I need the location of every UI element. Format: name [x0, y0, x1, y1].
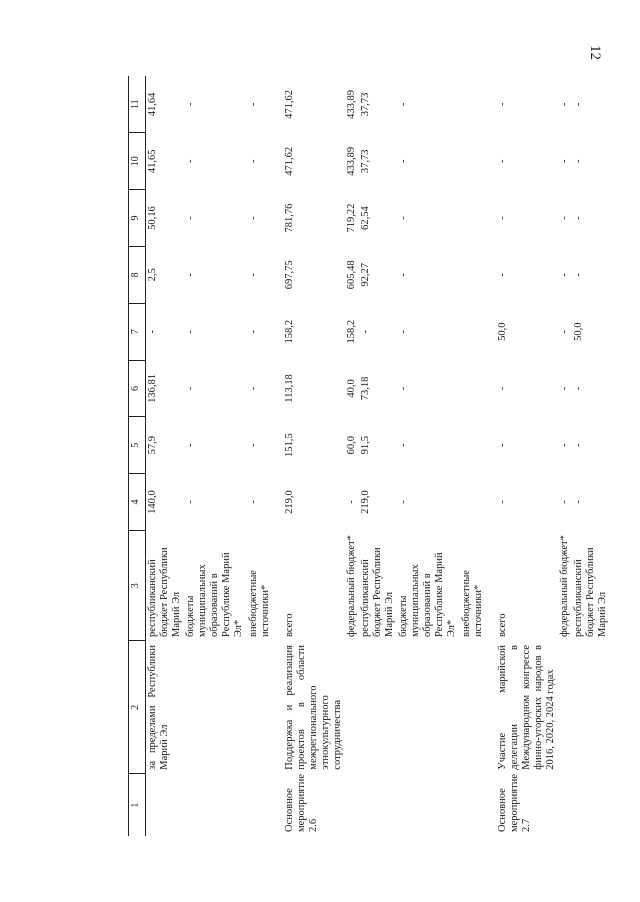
value-cell: -: [558, 102, 570, 107]
value-cell: 92,27: [360, 263, 371, 287]
budget-table: [128, 76, 610, 836]
value-cell: -: [185, 500, 197, 504]
value-cell: -: [558, 500, 570, 504]
value-cell: -: [573, 443, 584, 447]
description-cell: [184, 641, 246, 774]
value-cell: 158,2: [283, 319, 295, 344]
table-row: [397, 76, 459, 836]
table-row: [359, 76, 397, 836]
value-cell: 697,75: [283, 260, 295, 290]
value-cell: 57,9: [147, 436, 158, 455]
value-cell: -: [573, 500, 584, 504]
value-cell: 41,64: [147, 92, 158, 117]
value-cell: -: [496, 216, 508, 220]
value-cell: -: [247, 273, 259, 277]
activity-cell: [572, 774, 610, 836]
value-cell: -: [247, 443, 259, 447]
activity-cell: [460, 774, 486, 836]
value-cell: -: [496, 443, 508, 447]
value-cell: 2,5: [147, 268, 158, 282]
value-cell: -: [185, 329, 197, 334]
value-cell: 50,16: [147, 206, 158, 230]
value-cell: -: [573, 386, 584, 391]
value-cell: -: [185, 102, 197, 107]
source-cell: внебюджетные источники*: [247, 570, 271, 637]
source-cell: внебюджетные источники*: [460, 570, 484, 637]
value-cell: 219,0: [283, 490, 295, 514]
value-cell: [460, 133, 486, 190]
source-cell: бюджеты муниципальных образований в Республике Марий Эл*: [398, 552, 458, 637]
value-cell: -: [398, 216, 410, 220]
value-cell: 113,18: [283, 374, 295, 403]
activity-cell: [184, 774, 246, 836]
value-cell: -: [398, 102, 410, 107]
source-cell: республиканский бюджет Республики Марий Эл: [360, 547, 396, 637]
table-body: [129, 76, 611, 836]
column-header: 5: [129, 417, 146, 474]
row-spacer: [486, 76, 496, 836]
activity-cell: [146, 774, 185, 836]
source-cell: всего: [283, 613, 295, 637]
value-cell: 41,65: [147, 149, 158, 174]
value-cell: -: [247, 159, 259, 163]
column-header: 4: [129, 474, 146, 531]
value-cell: 219,0: [360, 490, 371, 514]
value-cell: -: [345, 500, 357, 504]
value-cell: 40,0: [345, 379, 357, 398]
value-cell: 471,62: [283, 146, 295, 176]
value-cell: 136,81: [147, 374, 158, 403]
value-cell: -: [573, 216, 584, 220]
column-header: 7: [129, 303, 146, 360]
table-row: [496, 76, 558, 836]
source-cell: бюджеты муниципальных образований в Республике Марий Эл*: [185, 552, 245, 637]
value-cell: -: [573, 273, 584, 277]
value-cell: 62,54: [360, 206, 371, 230]
column-header: 3: [129, 530, 146, 641]
source-cell: федеральный бюджет*: [558, 535, 570, 637]
source-cell: республиканский бюджет Республики Марий Эл: [147, 547, 183, 637]
value-cell: -: [185, 443, 197, 447]
table-row: [572, 76, 610, 836]
value-cell: -: [247, 216, 259, 220]
column-header: 2: [129, 641, 146, 774]
value-cell: 50,0: [573, 322, 584, 341]
row-spacer: [273, 76, 283, 836]
value-cell: -: [558, 273, 570, 277]
description-cell: [345, 641, 359, 774]
description-cell: Поддержка и реализация проектов в области межрегионального этнокультурного сотрудничества: [283, 645, 343, 770]
table-row: [460, 76, 486, 836]
value-cell: -: [398, 329, 410, 334]
description-cell: [397, 641, 459, 774]
value-cell: 37,73: [360, 149, 371, 174]
value-cell: -: [496, 273, 508, 277]
value-cell: 719,22: [345, 203, 357, 233]
value-cell: [460, 190, 486, 247]
value-cell: -: [496, 500, 508, 504]
description-cell: за пределами Республики Марий Эл: [147, 645, 171, 770]
value-cell: -: [247, 102, 259, 107]
value-cell: 50,0: [496, 322, 508, 341]
activity-cell: [345, 774, 359, 836]
value-cell: -: [247, 329, 259, 334]
value-cell: 91,5: [360, 436, 371, 455]
value-cell: 151,5: [283, 433, 295, 458]
table-row: [558, 76, 572, 836]
column-header: 11: [129, 76, 146, 133]
value-cell: -: [496, 102, 508, 107]
table-header-row: [129, 76, 146, 836]
value-cell: -: [247, 500, 259, 504]
value-cell: [460, 76, 486, 133]
page-number: 12: [587, 45, 603, 60]
value-cell: -: [185, 159, 197, 163]
table-row: [283, 76, 345, 836]
table-row: [345, 76, 359, 836]
value-cell: -: [398, 500, 410, 504]
value-cell: -: [558, 216, 570, 220]
value-cell: 433,89: [345, 89, 357, 119]
description-cell: [558, 641, 572, 774]
value-cell: -: [496, 386, 508, 391]
value-cell: 37,73: [360, 92, 371, 117]
value-cell: [460, 474, 486, 531]
value-cell: -: [573, 102, 584, 107]
value-cell: [460, 417, 486, 474]
activity-cell: [247, 774, 273, 836]
source-cell: федеральный бюджет*: [345, 535, 357, 637]
activity-cell: [558, 774, 572, 836]
value-cell: -: [185, 273, 197, 277]
value-cell: [460, 246, 486, 303]
value-cell: 605,48: [345, 260, 357, 290]
value-cell: 60,0: [345, 436, 357, 455]
value-cell: -: [398, 443, 410, 447]
value-cell: [460, 360, 486, 417]
column-header: 8: [129, 246, 146, 303]
value-cell: 433,89: [345, 146, 357, 176]
value-cell: -: [360, 329, 371, 334]
table-row: [247, 76, 273, 836]
value-cell: -: [185, 216, 197, 220]
value-cell: -: [496, 159, 508, 163]
activity-cell: Основное мероприятие 2.6: [283, 774, 319, 832]
value-cell: 781,76: [283, 203, 295, 233]
activity-cell: [397, 774, 459, 836]
table-row: [184, 76, 246, 836]
value-cell: -: [558, 443, 570, 447]
value-cell: -: [185, 386, 197, 391]
description-cell: [359, 641, 397, 774]
column-header: 1: [129, 774, 146, 836]
column-header: 6: [129, 360, 146, 417]
activity-cell: Основное мероприятие 2.7: [496, 774, 532, 832]
value-cell: -: [147, 329, 158, 334]
activity-cell: [359, 774, 397, 836]
source-cell: всего: [496, 613, 508, 637]
column-header: 10: [129, 133, 146, 190]
description-cell: [460, 641, 486, 774]
column-header: 9: [129, 190, 146, 247]
value-cell: -: [558, 159, 570, 163]
value-cell: -: [247, 386, 259, 391]
value-cell: -: [573, 159, 584, 163]
description-cell: [572, 641, 610, 774]
table-row: [146, 76, 185, 836]
value-cell: -: [398, 386, 410, 391]
value-cell: [460, 303, 486, 360]
value-cell: 471,62: [283, 89, 295, 119]
description-cell: [247, 641, 273, 774]
value-cell: 140,0: [147, 490, 158, 514]
value-cell: -: [558, 329, 570, 334]
value-cell: -: [558, 386, 570, 391]
value-cell: -: [398, 159, 410, 163]
value-cell: -: [398, 273, 410, 277]
value-cell: 158,2: [345, 319, 357, 344]
description-cell: Участие марийской делегации в Международном конгрессе финно-угорских народов в 2016, 2020, 2024 годах: [496, 645, 556, 770]
source-cell: республиканский бюджет Республики Марий Эл: [573, 547, 609, 637]
rotated-table-area: [128, 76, 610, 836]
value-cell: 73,18: [360, 376, 371, 401]
